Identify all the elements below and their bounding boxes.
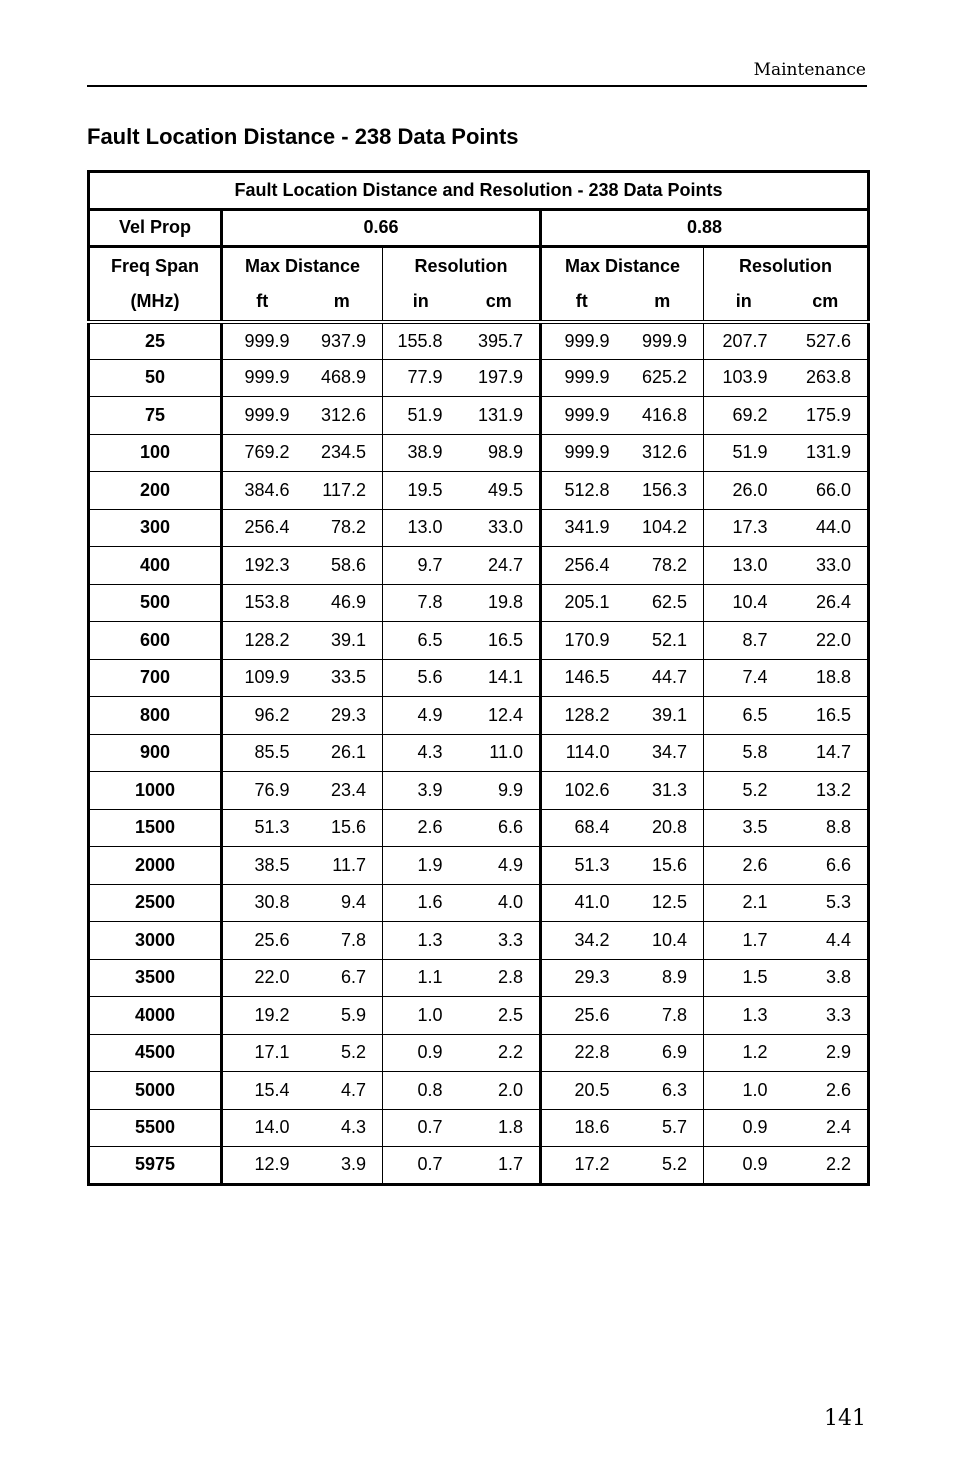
res-in-cell: 1.5: [704, 959, 784, 997]
max-distance-header: Max Distance: [541, 247, 704, 285]
max-dist-ft-cell: 153.8: [222, 584, 302, 622]
res-cm-cell: 527.6: [784, 322, 869, 360]
res-in-cell: 5.8: [704, 734, 784, 772]
max-dist-ft-cell: 512.8: [541, 472, 622, 510]
max-dist-m-cell: 39.1: [302, 622, 383, 660]
res-cm-cell: 33.0: [784, 547, 869, 585]
freq-span-cell: 500: [89, 584, 222, 622]
res-cm-cell: 197.9: [459, 359, 541, 397]
max-dist-ft-cell: 999.9: [541, 397, 622, 435]
freq-span-cell: 3500: [89, 959, 222, 997]
res-cm-cell: 14.7: [784, 734, 869, 772]
freq-span-cell: 5000: [89, 1072, 222, 1110]
res-cm-cell: 263.8: [784, 359, 869, 397]
max-dist-m-cell: 5.2: [302, 1034, 383, 1072]
res-in-cell: 6.5: [383, 622, 459, 660]
res-in-cell: 2.6: [383, 809, 459, 847]
res-in-cell: 26.0: [704, 472, 784, 510]
res-cm-cell: 2.2: [459, 1034, 541, 1072]
max-dist-m-cell: 5.7: [622, 1109, 704, 1147]
max-dist-ft-cell: 384.6: [222, 472, 302, 510]
max-dist-ft-cell: 12.9: [254, 1154, 290, 1175]
max-dist-ft-cell: 999.9: [541, 434, 622, 472]
res-cm-cell: 6.6: [784, 847, 869, 885]
res-in-cell: 9.7: [383, 547, 459, 585]
res-cm-cell: 2.0: [459, 1072, 541, 1110]
res-in-cell: 3.5: [704, 809, 784, 847]
max-dist-ft-cell: 51.3: [222, 809, 302, 847]
max-dist-m-cell: 9.4: [302, 884, 383, 922]
vel-prop-066: 0.66: [222, 209, 541, 247]
res-in-cell: 1.1: [383, 959, 459, 997]
max-dist-m-cell: 29.3: [302, 697, 383, 735]
res-cm-cell: 33.0: [459, 509, 541, 547]
max-dist-ft-cell: 85.5: [222, 734, 302, 772]
res-in-cell: 0.9: [742, 1154, 768, 1175]
res-cm-cell: 24.7: [459, 547, 541, 585]
max-dist-ft-cell: 192.3: [222, 547, 302, 585]
running-header: Maintenance: [753, 60, 866, 80]
table-row: [89, 622, 869, 660]
res-in-cell: 5.6: [383, 659, 459, 697]
res-in-cell: 7.8: [383, 584, 459, 622]
res-cm-cell: 4.9: [459, 847, 541, 885]
table-row: [89, 884, 869, 922]
max-distance-header: Max Distance: [222, 247, 383, 285]
res-cm-cell: 5.3: [784, 884, 869, 922]
max-dist-m-cell: 312.6: [302, 397, 383, 435]
res-in-cell: 13.0: [704, 547, 784, 585]
max-dist-m-cell: 7.8: [622, 997, 704, 1035]
max-dist-m-cell: 5.9: [302, 997, 383, 1035]
res-in-cell: 0.7: [417, 1154, 443, 1175]
max-dist-m-cell: 62.5: [622, 584, 704, 622]
max-dist-ft-cell: 68.4: [541, 809, 622, 847]
res-in-cell: 69.2: [704, 397, 784, 435]
max-dist-ft-cell: 41.0: [541, 884, 622, 922]
vel-prop-088: 0.88: [541, 209, 869, 247]
max-dist-m-cell: 156.3: [622, 472, 704, 510]
table-row: [89, 509, 869, 547]
max-dist-m-cell: 15.6: [622, 847, 704, 885]
table-row: [89, 734, 869, 772]
res-in-cell: 0.9: [383, 1034, 459, 1072]
res-cm-cell: 66.0: [784, 472, 869, 510]
table-row: [89, 659, 869, 697]
table-row: [89, 472, 869, 510]
unit-ft: ft: [222, 284, 302, 322]
table-row: [89, 959, 869, 997]
max-dist-ft-cell: 20.5: [541, 1072, 622, 1110]
freq-span-cell: 800: [89, 697, 222, 735]
freq-span-cell: 2500: [89, 884, 222, 922]
vel-prop-label: Vel Prop: [89, 209, 222, 247]
table-caption: Fault Location Distance and Resolution - 238 Data Points: [89, 172, 869, 210]
res-in-cell: 1.0: [383, 997, 459, 1035]
table-row: [89, 847, 869, 885]
res-in-cell: 17.3: [704, 509, 784, 547]
table-row: [89, 1034, 869, 1072]
res-cm-cell: 22.0: [784, 622, 869, 660]
max-dist-m-cell: 58.6: [302, 547, 383, 585]
table-row: [89, 434, 869, 472]
unit-ft: ft: [541, 284, 622, 322]
res-in-cell: 1.3: [704, 997, 784, 1035]
res-in-cell: 5.2: [704, 772, 784, 810]
res-in-cell: 3.9: [383, 772, 459, 810]
max-dist-ft-cell: 256.4: [541, 547, 622, 585]
res-in-cell: 1.3: [383, 922, 459, 960]
max-dist-m-cell: 34.7: [622, 734, 704, 772]
freq-span-cell: 4000: [89, 997, 222, 1035]
res-cm-cell: 18.8: [784, 659, 869, 697]
header-rule: [87, 85, 867, 87]
table-body: [89, 322, 869, 1185]
res-cm-cell: 6.6: [459, 809, 541, 847]
freq-span-cell: 5500: [89, 1109, 222, 1147]
res-cm-cell: 16.5: [784, 697, 869, 735]
max-dist-m-cell: 23.4: [302, 772, 383, 810]
table-row: [89, 922, 869, 960]
max-dist-m-cell: 46.9: [302, 584, 383, 622]
max-dist-ft-cell: 30.8: [222, 884, 302, 922]
res-cm-cell: 131.9: [459, 397, 541, 435]
resolution-header: Resolution: [383, 247, 541, 285]
res-cm-cell: 1.7: [459, 1147, 541, 1185]
max-dist-m-cell: 5.2: [622, 1147, 704, 1185]
page-number: 141: [824, 1406, 866, 1431]
res-in-cell: 1.2: [704, 1034, 784, 1072]
table-row: [89, 322, 869, 360]
table-row: [89, 547, 869, 585]
max-dist-ft-cell: 17.1: [222, 1034, 302, 1072]
res-cm-cell: 4.4: [784, 922, 869, 960]
res-cm-cell: 3.3: [784, 997, 869, 1035]
table-row: [89, 772, 869, 810]
unit-cm: cm: [784, 284, 869, 322]
res-cm-cell: 9.9: [459, 772, 541, 810]
max-dist-m-cell: 31.3: [622, 772, 704, 810]
max-dist-m-cell: 312.6: [622, 434, 704, 472]
max-dist-ft-cell: 999.9: [541, 322, 622, 360]
max-dist-m-cell: 78.2: [622, 547, 704, 585]
max-dist-m-cell: 468.9: [302, 359, 383, 397]
res-in-cell: 77.9: [383, 359, 459, 397]
unit-cm: cm: [459, 284, 541, 322]
freq-span-cell: 25: [89, 322, 222, 360]
max-dist-ft-cell: 170.9: [541, 622, 622, 660]
max-dist-m-cell: 8.9: [622, 959, 704, 997]
res-in-cell: 1.7: [704, 922, 784, 960]
max-dist-ft-cell: 22.0: [222, 959, 302, 997]
max-dist-ft-cell: 341.9: [541, 509, 622, 547]
max-dist-ft-cell: 109.9: [222, 659, 302, 697]
max-dist-m-cell: 6.7: [302, 959, 383, 997]
max-dist-ft-cell: 29.3: [541, 959, 622, 997]
max-dist-m-cell: 4.7: [302, 1072, 383, 1110]
res-cm-cell: 26.4: [784, 584, 869, 622]
freq-span-cell: 600: [89, 622, 222, 660]
freq-span-cell: 50: [89, 359, 222, 397]
max-dist-ft-cell: 25.6: [222, 922, 302, 960]
max-dist-ft-cell: 14.0: [222, 1109, 302, 1147]
freq-span-cell: 1500: [89, 809, 222, 847]
res-cm-cell: 1.8: [459, 1109, 541, 1147]
fault-location-table: [87, 170, 870, 1186]
freq-span-cell: 75: [89, 397, 222, 435]
max-dist-ft-cell: 128.2: [222, 622, 302, 660]
res-in-cell: 1.6: [383, 884, 459, 922]
freq-span-cell: 700: [89, 659, 222, 697]
res-cm-cell: 175.9: [784, 397, 869, 435]
res-in-cell: 1.9: [383, 847, 459, 885]
res-cm-cell: 2.5: [459, 997, 541, 1035]
max-dist-m-cell: 117.2: [302, 472, 383, 510]
freq-span-unit: (MHz): [89, 284, 222, 322]
resolution-header: Resolution: [739, 255, 832, 276]
table-row: [89, 809, 869, 847]
max-dist-m-cell: 33.5: [302, 659, 383, 697]
res-cm-cell: 49.5: [459, 472, 541, 510]
res-cm-cell: 3.3: [459, 922, 541, 960]
max-dist-ft-cell: 769.2: [222, 434, 302, 472]
max-dist-ft-cell: 999.9: [222, 322, 302, 360]
res-cm-cell: 2.8: [459, 959, 541, 997]
max-dist-m-cell: 26.1: [302, 734, 383, 772]
max-dist-ft-cell: 38.5: [222, 847, 302, 885]
max-dist-m-cell: 39.1: [622, 697, 704, 735]
res-in-cell: 207.7: [704, 322, 784, 360]
res-in-cell: 10.4: [704, 584, 784, 622]
res-cm-cell: 44.0: [784, 509, 869, 547]
res-cm-cell: 4.0: [459, 884, 541, 922]
max-dist-m-cell: 20.8: [622, 809, 704, 847]
freq-span-cell: 1000: [89, 772, 222, 810]
max-dist-ft-cell: 999.9: [541, 359, 622, 397]
section-title: Fault Location Distance - 238 Data Points: [87, 124, 519, 149]
res-in-cell: 4.3: [383, 734, 459, 772]
table-row: [89, 397, 869, 435]
max-dist-ft-cell: 34.2: [541, 922, 622, 960]
max-dist-m-cell: 3.9: [302, 1147, 383, 1185]
res-in-cell: 2.1: [704, 884, 784, 922]
table-row: [89, 697, 869, 735]
res-in-cell: 38.9: [383, 434, 459, 472]
max-dist-ft-cell: 205.1: [541, 584, 622, 622]
max-dist-ft-cell: 256.4: [222, 509, 302, 547]
max-dist-ft-cell: 146.5: [541, 659, 622, 697]
max-dist-m-cell: 6.9: [622, 1034, 704, 1072]
res-cm-cell: 16.5: [459, 622, 541, 660]
max-dist-m-cell: 44.7: [622, 659, 704, 697]
res-in-cell: 1.0: [704, 1072, 784, 1110]
freq-span-cell: 300: [89, 509, 222, 547]
res-cm-cell: 2.9: [784, 1034, 869, 1072]
max-dist-ft-cell: 114.0: [541, 734, 622, 772]
max-dist-m-cell: 52.1: [622, 622, 704, 660]
max-dist-m-cell: 78.2: [302, 509, 383, 547]
unit-m: m: [302, 284, 383, 322]
max-dist-m-cell: 416.8: [622, 397, 704, 435]
res-cm-cell: 19.8: [459, 584, 541, 622]
table-row: [89, 1072, 869, 1110]
max-dist-m-cell: 4.3: [302, 1109, 383, 1147]
res-in-cell: 2.6: [704, 847, 784, 885]
max-dist-ft-cell: 25.6: [541, 997, 622, 1035]
res-cm-cell: 11.0: [459, 734, 541, 772]
res-cm-cell: 12.4: [459, 697, 541, 735]
res-in-cell: 0.9: [704, 1109, 784, 1147]
max-dist-ft-cell: 999.9: [222, 359, 302, 397]
freq-span-cell: 200: [89, 472, 222, 510]
res-cm-cell: 2.6: [784, 1072, 869, 1110]
unit-in: in: [383, 284, 459, 322]
unit-in: in: [704, 284, 784, 322]
freq-span-label: Freq Span: [89, 247, 222, 285]
res-in-cell: 103.9: [704, 359, 784, 397]
freq-span-cell: 900: [89, 734, 222, 772]
max-dist-ft-cell: 102.6: [541, 772, 622, 810]
max-dist-ft-cell: 15.4: [222, 1072, 302, 1110]
table-row: [89, 997, 869, 1035]
table-row: [89, 359, 869, 397]
max-dist-ft-cell: 17.2: [574, 1154, 610, 1175]
res-cm-cell: 8.8: [784, 809, 869, 847]
res-in-cell: 7.4: [704, 659, 784, 697]
res-cm-cell: 3.8: [784, 959, 869, 997]
max-dist-ft-cell: 76.9: [222, 772, 302, 810]
res-in-cell: 0.8: [383, 1072, 459, 1110]
max-dist-ft-cell: 19.2: [222, 997, 302, 1035]
table-row: [89, 1109, 869, 1147]
table-row: [89, 584, 869, 622]
max-dist-ft-cell: 18.6: [541, 1109, 622, 1147]
table-row: [89, 1147, 869, 1185]
res-in-cell: 19.5: [383, 472, 459, 510]
max-dist-m-cell: 10.4: [622, 922, 704, 960]
freq-span-cell: 3000: [89, 922, 222, 960]
res-in-cell: 13.0: [383, 509, 459, 547]
res-cm-cell: 131.9: [784, 434, 869, 472]
res-in-cell: 6.5: [704, 697, 784, 735]
max-dist-ft-cell: 96.2: [222, 697, 302, 735]
freq-span-cell: 4500: [89, 1034, 222, 1072]
res-in-cell: 155.8: [383, 322, 459, 360]
res-cm-cell: 13.2: [784, 772, 869, 810]
freq-span-cell: 2000: [89, 847, 222, 885]
res-cm-cell: 395.7: [459, 322, 541, 360]
max-dist-m-cell: 7.8: [302, 922, 383, 960]
freq-span-cell: 400: [89, 547, 222, 585]
max-dist-ft-cell: 22.8: [541, 1034, 622, 1072]
max-dist-ft-cell: 999.9: [222, 397, 302, 435]
max-dist-m-cell: 625.2: [622, 359, 704, 397]
max-dist-m-cell: 999.9: [622, 322, 704, 360]
res-cm-cell: 2.4: [784, 1109, 869, 1147]
max-dist-ft-cell: 128.2: [541, 697, 622, 735]
res-in-cell: 0.7: [383, 1109, 459, 1147]
res-in-cell: 51.9: [704, 434, 784, 472]
res-in-cell: 51.9: [383, 397, 459, 435]
max-dist-m-cell: 15.6: [302, 809, 383, 847]
max-dist-m-cell: 12.5: [622, 884, 704, 922]
max-dist-m-cell: 234.5: [302, 434, 383, 472]
freq-span-cell: 100: [89, 434, 222, 472]
max-dist-m-cell: 937.9: [302, 322, 383, 360]
res-in-cell: 4.9: [383, 697, 459, 735]
max-dist-ft-cell: 51.3: [541, 847, 622, 885]
res-cm-cell: 2.2: [825, 1154, 852, 1175]
max-dist-m-cell: 11.7: [302, 847, 383, 885]
unit-m: m: [622, 284, 704, 322]
freq-span-cell: 5975: [89, 1147, 222, 1185]
res-cm-cell: 14.1: [459, 659, 541, 697]
max-dist-m-cell: 104.2: [622, 509, 704, 547]
max-dist-m-cell: 6.3: [622, 1072, 704, 1110]
res-cm-cell: 98.9: [459, 434, 541, 472]
res-in-cell: 8.7: [704, 622, 784, 660]
